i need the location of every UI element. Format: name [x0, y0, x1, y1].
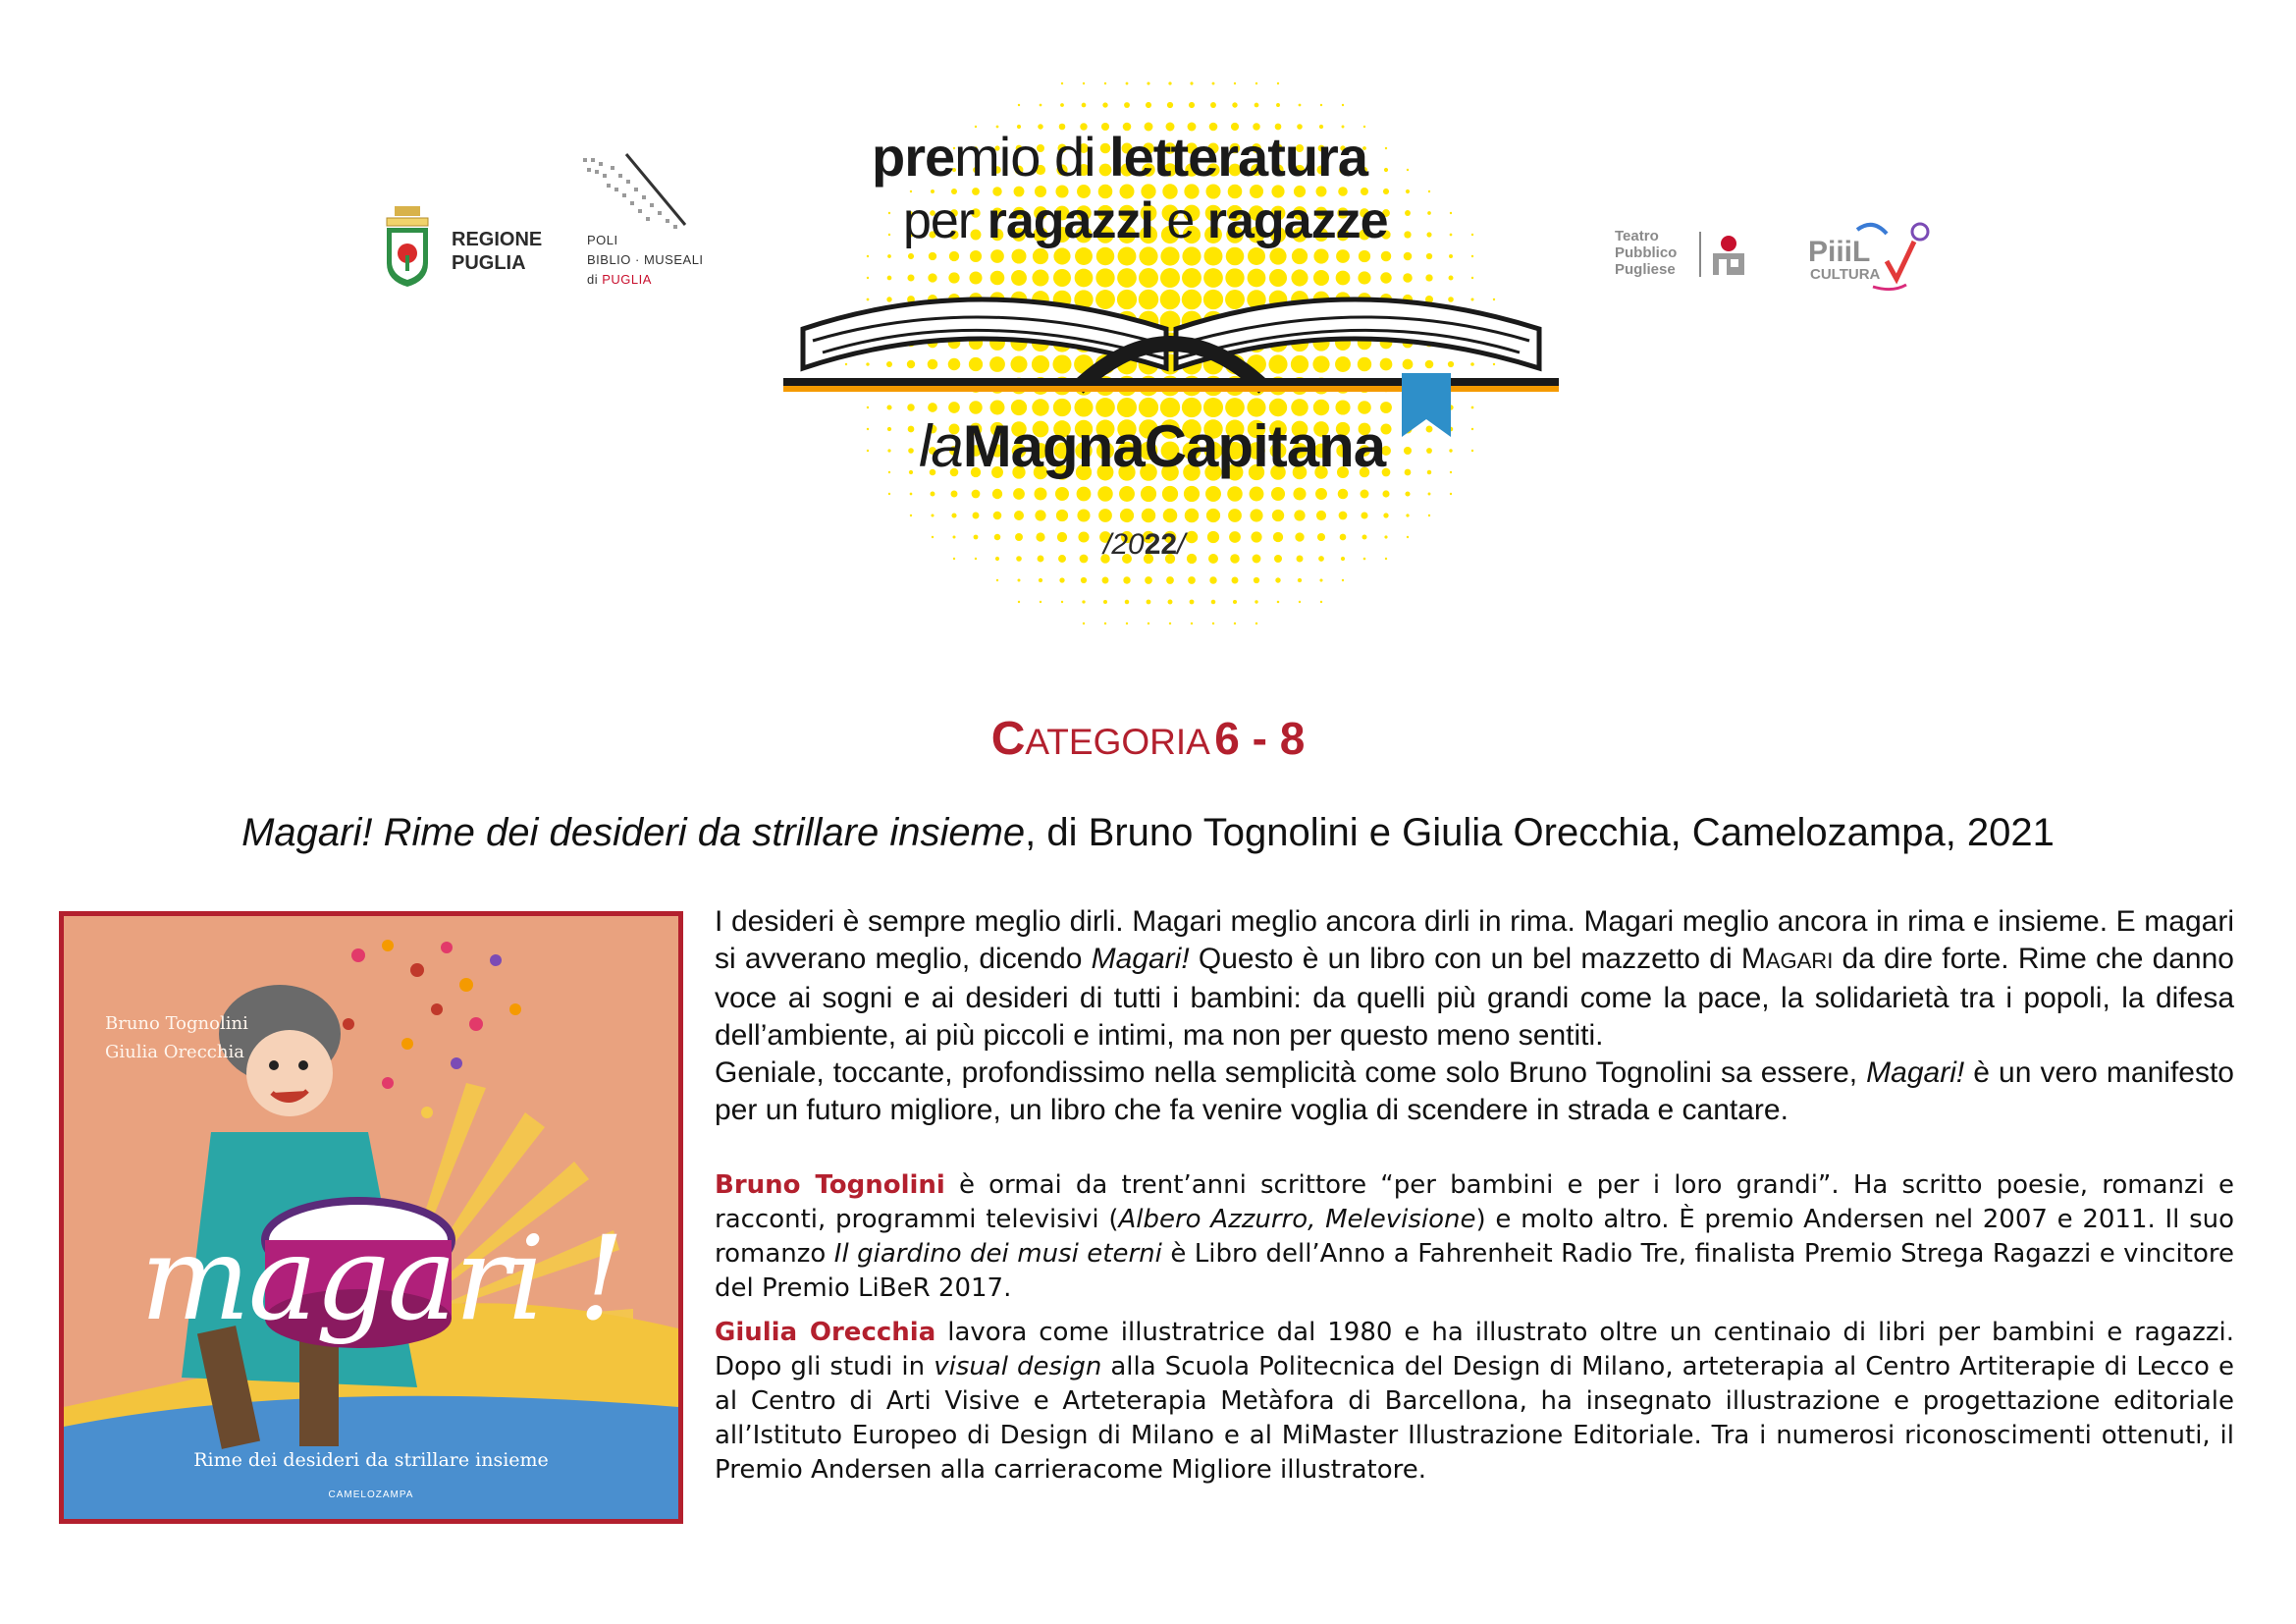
- bio-tognolini-name: Bruno Tognolini: [715, 1170, 945, 1200]
- cover-author2: Giulia Orecchia: [105, 1042, 244, 1062]
- premio-emblem: [754, 34, 1588, 663]
- regione-puglia-logo: [383, 206, 543, 295]
- bio-orecchia-name: Giulia Orecchia: [715, 1318, 936, 1347]
- cover-subtitle: Rime dei desideri da strillare insieme: [193, 1449, 549, 1471]
- category-rest: ATEGORIA: [1025, 722, 1210, 762]
- book-title-rest: , di Bruno Tognolini e Giulia Orecchia, Camelozampa, 2021: [1025, 811, 2055, 854]
- teatro-divider: [1699, 232, 1701, 277]
- regione-name-line1: REGIONE: [452, 229, 543, 250]
- regione-name-line2: PUGLIA: [452, 252, 526, 274]
- category-first-letter: C: [990, 713, 1026, 765]
- book-title-italic: Magari! Rime dei desideri da strillare insieme: [241, 811, 1026, 854]
- description-paragraph-1: I desideri è sempre meglio dirli. Magari meglio ancora dirli in rima. Magari meglio ancora in rima e insieme. E magari si avverano meglio, dicendo Magari! Questo è un libro con un bel mazzetto di MAGARI da dire forte. Rime che danno voce ai sogni e ai desideri di tutti i bambini: da quelli più grandi come la pace, la solidarietà tra i popoli, la difesa dell’ambiente, ai più piccoli e intimi, ma non per questo meno sentiti.: [715, 905, 2234, 1052]
- regione-puglia-crest-icon: [383, 206, 432, 289]
- poli-biblio-museali-logo: [581, 152, 719, 290]
- text-column: [715, 903, 2234, 1488]
- bio-orecchia: Giulia Orecchia lavora come illustratrice dal 1980 e ha illustrato oltre un centinaio di libri per bambini e ragazzi. Dopo gli studi in visual design alla Scuola Politecnica del Design di Milano, arteterapia al Centro Artiterapie di Lecco e al Centro di Arti Visive e Arteterapia Metàfora di Barcellona, ha insegnato illustrazione e progettazione editoriale all’Istituto Europeo di Design di Milano e al MiMaster Illustrazione Editoriale. Tra i numerosi riconoscimenti ottenuti, il Premio Andersen alla carrieracome Migliore illustratore.: [715, 1318, 2235, 1485]
- category-heading: [0, 712, 2296, 766]
- teatro-pubblico-pugliese-logo: [1615, 228, 1752, 287]
- piil-cultura-logo: [1804, 218, 1942, 297]
- bio-tognolini: Bruno Tognolini è ormai da trent’anni scrittore “per bambini e per i loro grandi”. Ha scritto poesie, romanzi e racconti, programmi televisivi (Albero Azzurro, Melevisione) e molto altro. È premio Andersen nel 2007 e 2011. Il suo romanzo Il giardino dei musi eterni è Libro dell’Anno a Fahrenheit Radio Tre, finalista Premio Strega Ragazzi e vincitore del Premio LiBeR 2017.: [715, 1170, 2235, 1303]
- poli-line2: BIBLIO · MUSEALI: [587, 252, 704, 267]
- teatro-line1: Teatro: [1615, 228, 1659, 244]
- emblem-title-line2: per ragazzi e ragazze: [903, 192, 1388, 249]
- book-title: [0, 811, 2296, 855]
- poli-line3-prefix: di: [587, 272, 599, 287]
- emblem-year: /2022/: [1103, 528, 1186, 561]
- book-description: [715, 903, 2234, 1129]
- poli-line1: POLI: [587, 233, 618, 247]
- emblem-title-line1: premio di letteratura: [872, 126, 1367, 188]
- book-cover-image: [59, 911, 683, 1524]
- description-paragraph-2: Geniale, toccante, profondissimo nella semplicità come solo Bruno Tognolini sa essere, Magari! è un vero manifesto per un futuro migliore, un libro che fa venire voglia di scendere in strada e cantare.: [715, 1056, 2234, 1126]
- cover-title: magari !: [140, 1211, 623, 1346]
- piil-cultura-logo-icon: [1804, 218, 1942, 297]
- poli-biblio-museali-mark-icon: [581, 152, 689, 233]
- svg-text:CULTURA: CULTURA: [1810, 266, 1881, 283]
- cover-author1: Bruno Tognolini: [105, 1013, 248, 1034]
- cover-publisher: CAMELOZAMPA: [328, 1489, 414, 1500]
- category-numbers: 6 - 8: [1214, 713, 1306, 764]
- teatro-line3: Pugliese: [1615, 261, 1676, 278]
- svg-text:PiiiL: PiiiL: [1808, 236, 1871, 268]
- emblem-magna-capitana: laMagnaCapitana: [919, 413, 1386, 479]
- teatro-line2: Pubblico: [1615, 244, 1678, 261]
- poli-line3-red: PUGLIA: [602, 272, 652, 287]
- teatro-pubblico-pugliese-mark-icon: [1709, 234, 1748, 277]
